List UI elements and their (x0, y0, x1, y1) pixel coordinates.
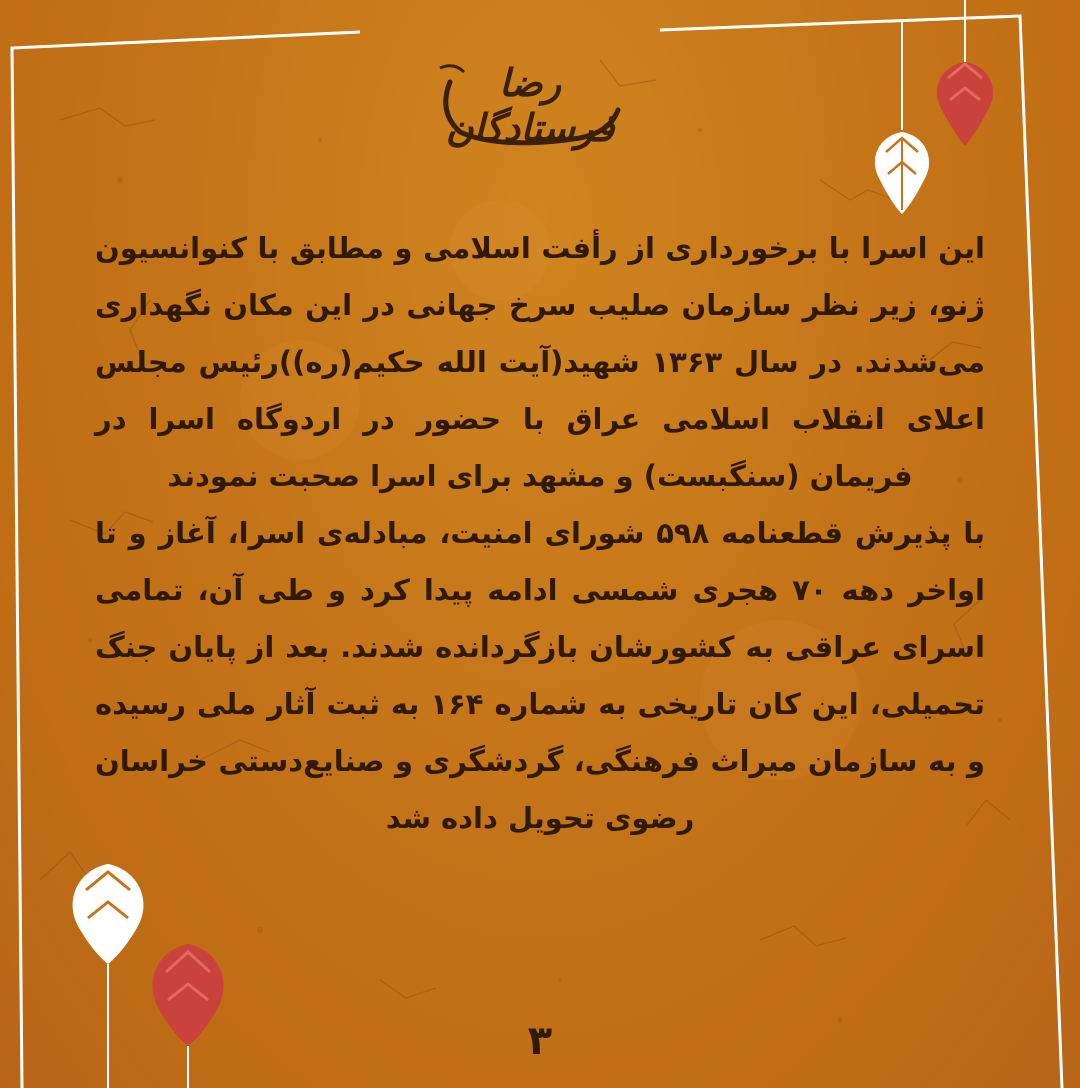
paragraph-2: با پذیرش قطعنامه ۵۹۸ شورای امنیت، مبادله‌ی اسرا، آغاز و تا اواخر دهه ۷۰ هجری شمسی ادامه پیدا کرد و طی آن، تمامی اسرای عراقی به کشورشان بازگردانده شدند. بعد از پایان جنگ تحمیلی، این کان تاریخی به شماره ۱۶۴ به ثبت آثار ملی رسیده و به سازمان میراث فرهنگی، گردشگری و صنایع‌دستی خراسان رضوی تحویل داده شد (95, 516, 986, 835)
paragraph-1: این اسرا با برخورداری از رأفت اسلامی و مطابق با کنوانسیون ژنو، زیر نظر سازمان صلیب سرخ جهانی در این مکان نگهداری می‌شدند. در سال ۱۳۶۳ شهید(آیت الله حکیم(ره))رئیس مجلس اعلای انقلاب اسلامی عراق با حضور در اردوگاه اسرا در فریمان (سنگبست) و مشهد برای اسرا صحبت نمودند (95, 231, 985, 493)
article-body (95, 220, 985, 847)
logo (420, 42, 640, 152)
logo-text: رضا فرستادگان (445, 60, 615, 150)
red-lantern-bottom-icon (138, 938, 238, 1088)
page-number: ۳ (527, 1018, 553, 1064)
white-lantern-icon (862, 20, 942, 220)
